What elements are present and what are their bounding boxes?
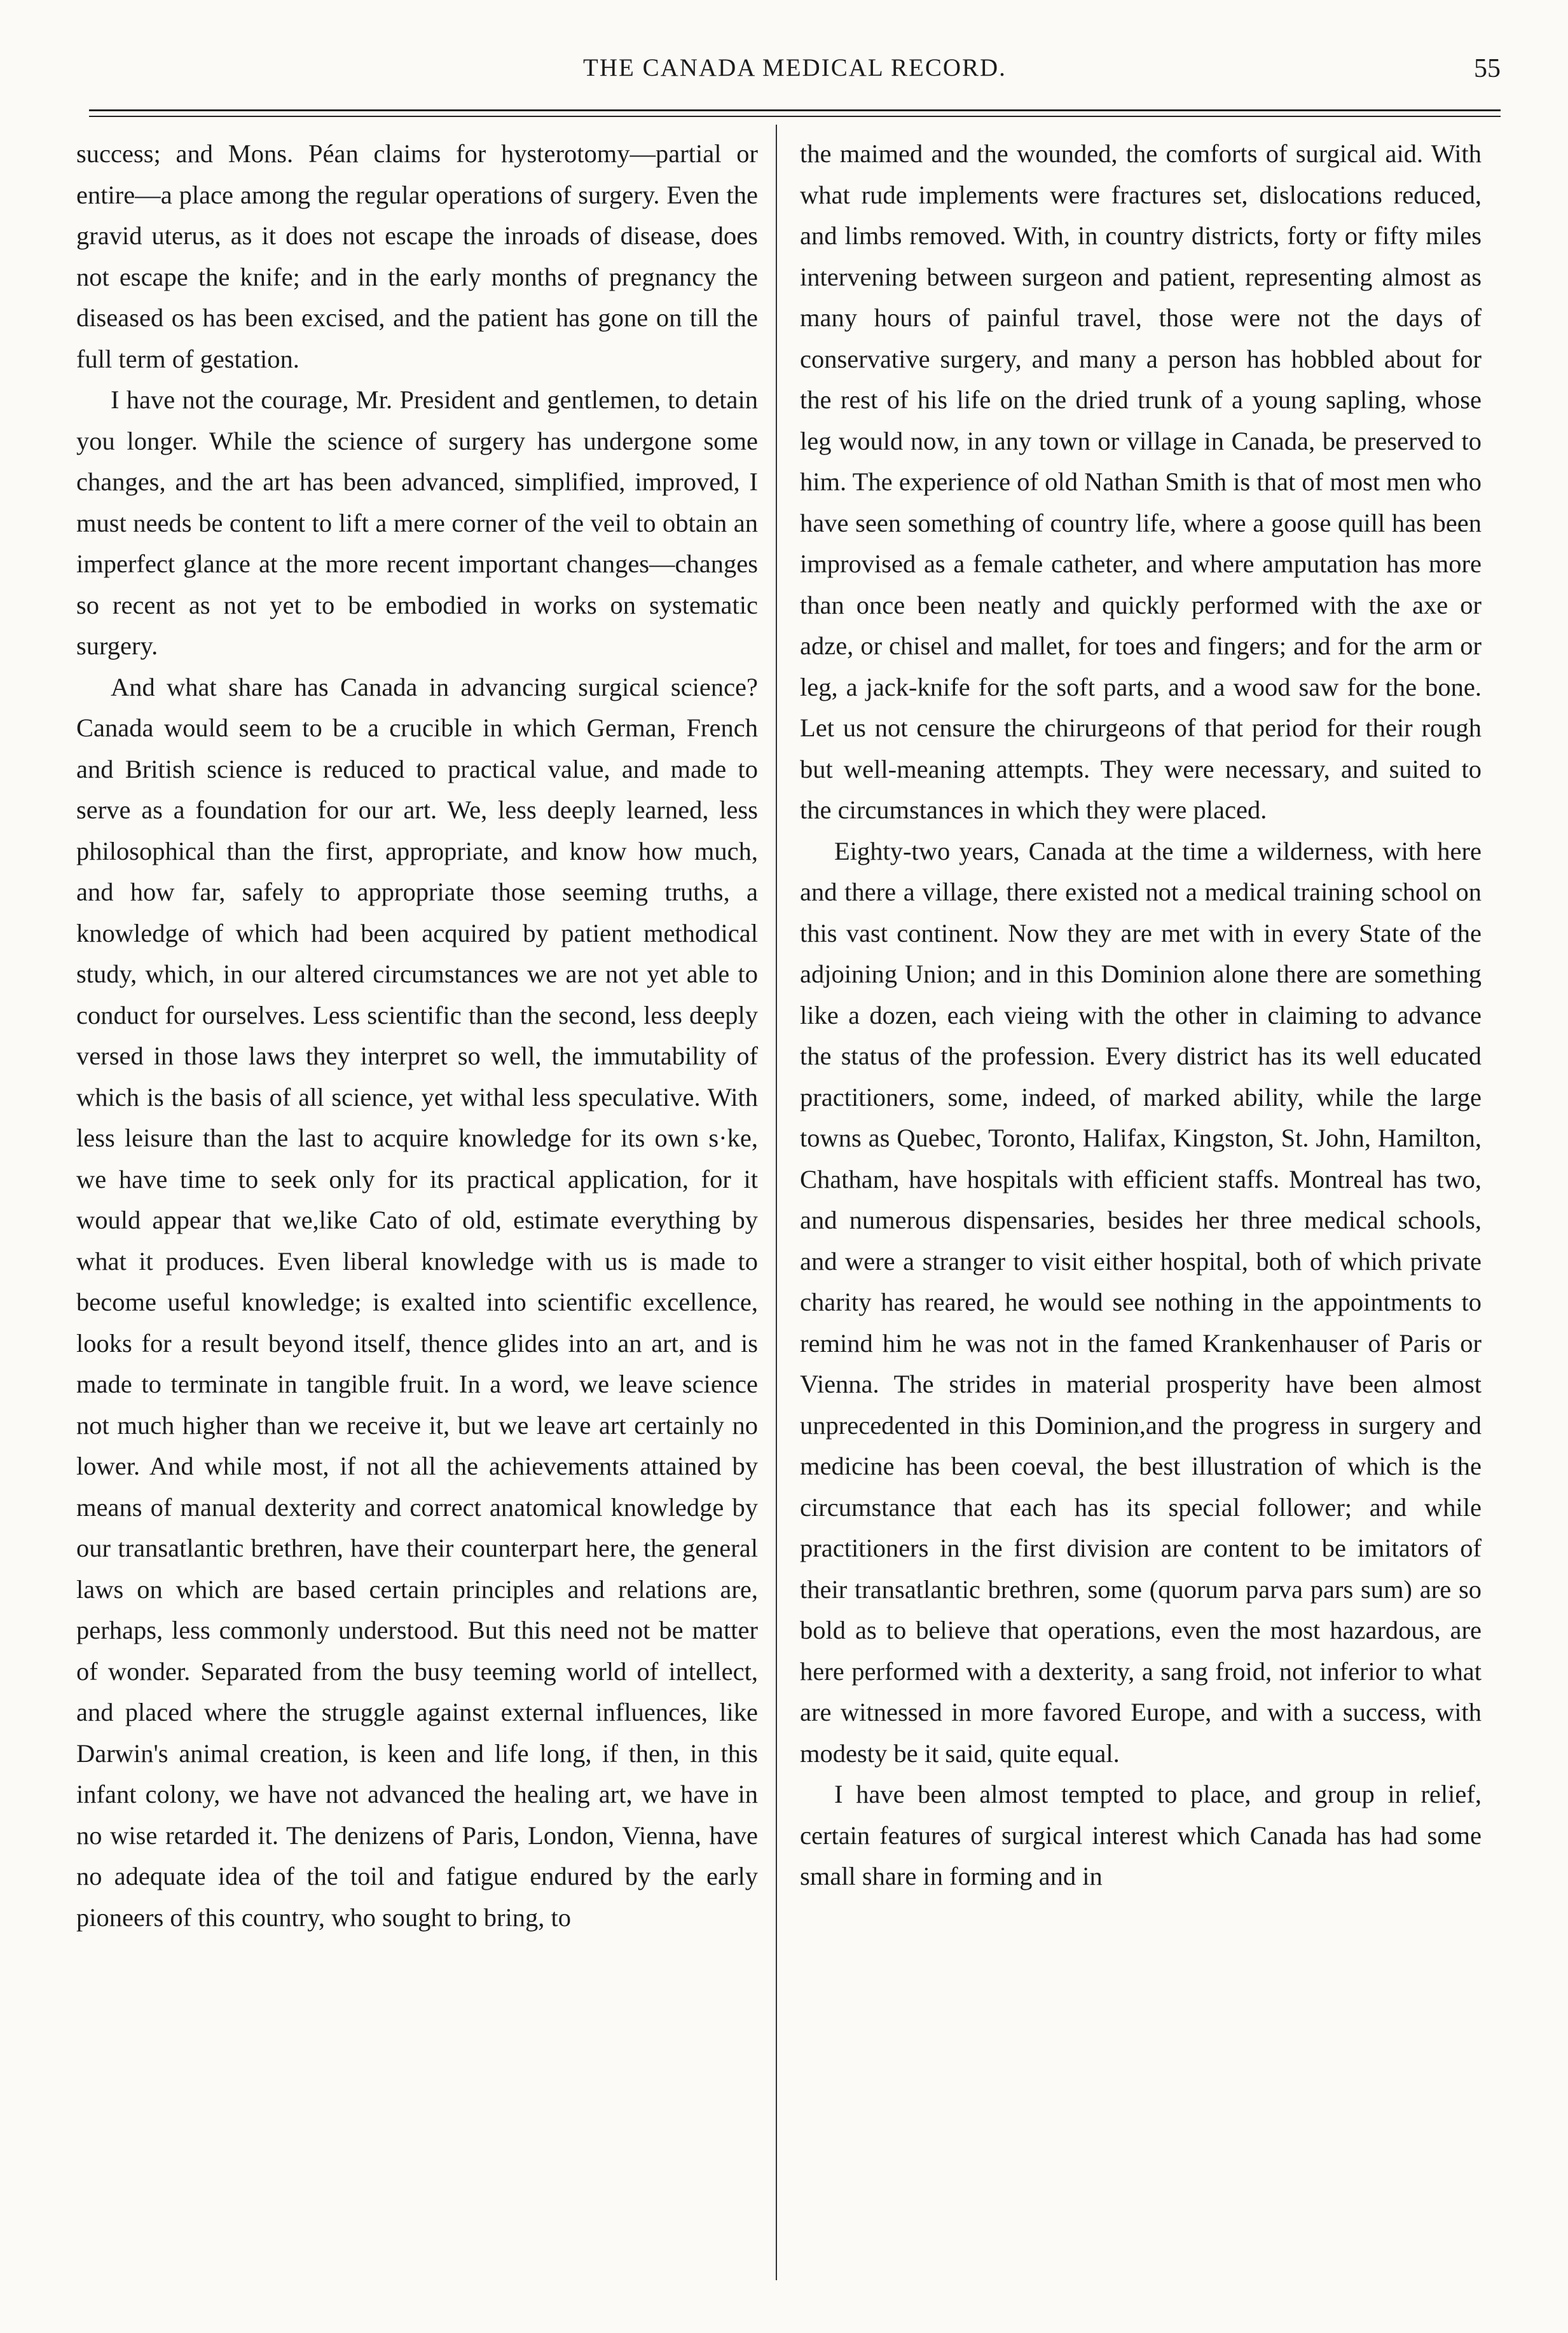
paragraph: Eighty-two years, Canada at the time a wilderness, with here and there a village, there existed not a medical training school on this vast continent. Now they are met with in every State of the adjoining Union; and in this Dominion alone there are something like a dozen, each vieing with the other in claiming to advance the status of the profession. Every district has its well educated practitioners, some, indeed, of marked ability, while the large towns as Quebec, Toronto, Halifax, Kingston, St. John, Hamilton, Chatham, have hospitals with efficient staffs. Montreal has two, and numerous dispensaries, besides her three medical schools, and were a stranger to visit either hospital, both of which private charity has reared, he would see nothing in the appointments to remind him he was not in the famed Krankenhauser of Paris or Vienna. The strides in material prosperity have been almost unprecedented in this Dominion,and the progress in surgery and medicine has been coeval, the best illustration of which is the circumstance that each has its special follower; and while practitioners in the first division are content to be imitators of their transatlantic brethren, some (quorum parva pars sum) are so bold as to believe that operations, even the most hazardous, are here performed with a dexterity, a sang froid, not inferior to what are witnessed in more favored Europe, and with a success, with modesty be it said, quite equal. [800, 836, 1482, 1768]
column-divider [776, 125, 777, 2280]
paragraph: I have not the courage, Mr. President and gentlemen, to detain you longer. While the science of surgery has undergone some changes, and the art has been advanced, simplified, improved, I must needs be content to lift a mere corner of the veil to obtain an imperfect glance at the more recent important changes—changes so recent as not yet to be embodied in works on systematic surgery. [76, 385, 758, 660]
left-column [76, 134, 758, 1938]
paragraph: the maimed and the wounded, the comforts of surgical aid. With what rude implements were fractures set, dislocations reduced, and limbs removed. With, in country districts, forty or fifty miles intervening between surgeon and patient, representing almost as many hours of painful travel, those were not the days of conservative surgery, and many a person has hobbled about for the rest of his life on the dried trunk of a young sapling, whose leg would now, in any town or village in Canada, be preserved to him. The experience of old Nathan Smith is that of most men who have seen something of country life, where a goose quill has been improvised as a female catheter, and where amputation has more than once been neatly and quickly performed with the axe or adze, or chisel and mallet, for toes and fingers; and for the arm or leg, a jack-knife for the soft parts, and a wood saw for the bone. Let us not censure the chirurgeons of that period for their rough but well-meaning attempts. They were necessary, and suited to the circumstances in which they were placed. [800, 139, 1482, 824]
journal-title: THE CANADA MEDICAL RECORD. [583, 54, 1007, 81]
paragraph: I have been almost tempted to place, and group in relief, certain features of surgical interest which Canada has had some small share in forming and in [800, 1780, 1482, 1890]
paragraph: And what share has Canada in advancing surgical science? Canada would seem to be a crucible in which German, French and British science is reduced to practical value, and made to serve as a foundation for our art. We, less deeply learned, less philosophical than the first, appropriate, and know how much, and how far, safely to appropriate those seeming truths, a knowledge of which had been acquired by patient methodical study, which, in our altered circumstances we are not yet able to conduct for ourselves. Less scientific than the second, less deeply versed in those laws they interpret so well, the immutability of which is the basis of all science, yet withal less speculative. With less leisure than the last to acquire knowledge for its own s·ke, we have time to seek only for its practical application, for it would appear that we,like Cato of old, estimate everything by what it produces. Even liberal knowledge with us is made to become useful knowledge; is exalted into scientific excellence, looks for a result beyond itself, thence glides into an art, and is made to terminate in tangible fruit. In a word, we leave science not much higher than we receive it, but we leave art certainly no lower. And while most, if not all the achievements attained by means of manual dexterity and correct anatomical knowledge by our transatlantic brethren, have their counterpart here, the general laws on which are based certain principles and relations are, perhaps, less commonly understood. But this need not be matter of wonder. Separated from the busy teeming world of intellect, and placed where the struggle against external influences, like Darwin's animal creation, is keen and life long, if then, in this infant colony, we have not advanced the healing art, we have in no wise retarded it. The denizens of Paris, London, Vienna, have no adequate idea of the toil and fatigue endured by the early pioneers of this country, who sought to bring, to [76, 672, 758, 1932]
paragraph: success; and Mons. Péan claims for hysterotomy—partial or entire—a place among the regular operations of surgery. Even the gravid uterus, as it does not escape the inroads of disease, does not escape the knife; and in the early months of pregnancy the diseased os has been excised, and the patient has gone on till the full term of gestation. [76, 139, 758, 373]
header-rule-bottom [89, 116, 1501, 117]
page-number: 55 [1474, 54, 1501, 83]
header-rule-top [89, 109, 1501, 111]
right-column [800, 134, 1482, 1897]
running-header [89, 53, 1501, 94]
